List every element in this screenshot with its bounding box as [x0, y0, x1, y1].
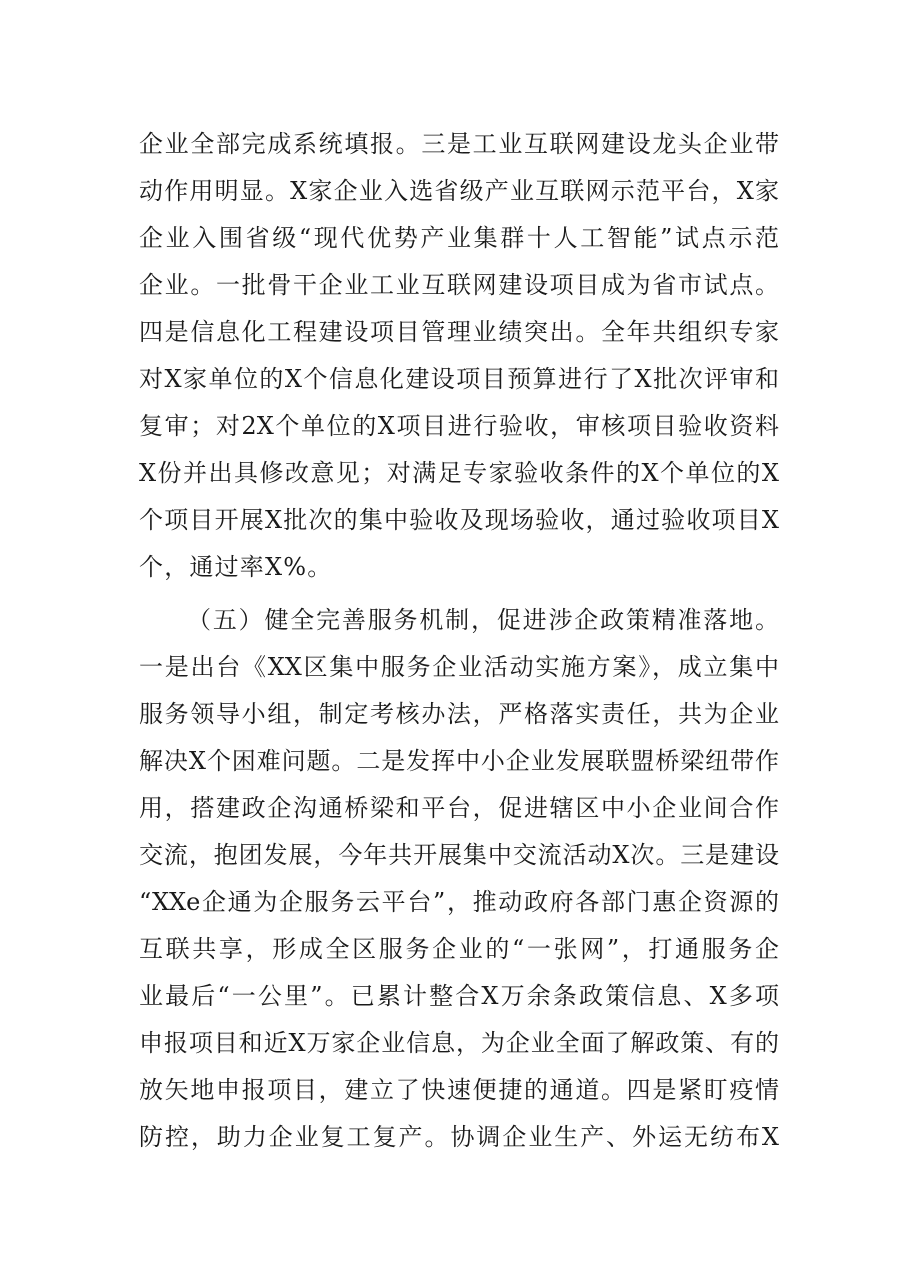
text-line-6: 对X家单位的X个信息化建设项目预算进行了X批次评审和 [139, 365, 779, 393]
text-line-2: 动作用明显。X家企业入选省级产业互联网示范平台，X家 [139, 177, 779, 205]
text-line-18: 互联共享，形成全区服务企业的“一张网”，打通服务企 [139, 935, 779, 963]
text-line-20: 申报项目和近X万家企业信息，为企业全面了解政策、有的 [139, 1029, 779, 1057]
text-line-19: 业最后“一公里”。已累计整合X万余条政策信息、X多项 [139, 982, 779, 1010]
text-line-5: 四是信息化工程建设项目管理业绩突出。全年共组织专家 [139, 318, 779, 346]
text-line-10: 个，通过率X%。 [139, 553, 333, 581]
text-line-1: 企业全部完成系统填报。三是工业互联网建设龙头企业带 [139, 130, 779, 158]
text-line-21: 放矢地申报项目，建立了快速便捷的通道。四是紧盯疫情 [139, 1076, 779, 1104]
text-line-16: 交流，抱团发展，今年共开展集中交流活动X次。三是建设 [139, 841, 779, 869]
section-heading-five: （五）健全完善服务机制，促进涉企政策精准落地。 [187, 606, 779, 634]
text-line-15: 用，搭建政企沟通桥梁和平台，促进辖区中小企业间合作 [139, 794, 779, 822]
text-line-8: X份并出具修改意见；对满足专家验收条件的X个单位的X [139, 459, 779, 487]
text-line-4: 企业。一批骨干企业工业互联网建设项目成为省市试点。 [139, 271, 779, 299]
text-line-9: 个项目开展X批次的集中验收及现场验收，通过验收项目X [139, 506, 779, 534]
text-line-13: 服务领导小组，制定考核办法，严格落实责任，共为企业 [139, 700, 779, 728]
text-line-12: 一是出台《XX区集中服务企业活动实施方案》，成立集中 [139, 653, 779, 681]
text-line-14: 解决X个困难问题。二是发挥中小企业发展联盟桥梁纽带作 [139, 747, 779, 775]
text-line-17: “XXe企通为企服务云平台”，推动政府各部门惠企资源的 [139, 888, 779, 916]
text-line-3: 企业入围省级“现代优势产业集群十人工智能”试点示范 [139, 224, 779, 252]
text-line-7: 复审；对2X个单位的X项目进行验收，审核项目验收资料 [139, 412, 779, 440]
text-line-22: 防控，助力企业复工复产。协调企业生产、外运无纺布X [139, 1123, 779, 1151]
